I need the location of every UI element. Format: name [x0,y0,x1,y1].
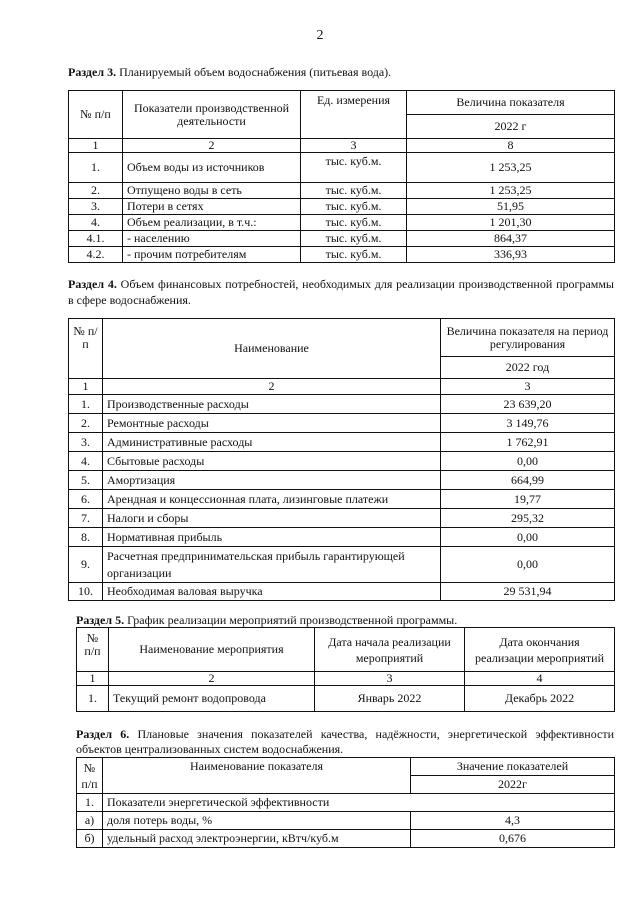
s6-header-num: № п/п [77,758,103,794]
row-number: 1. [69,395,103,414]
s3-index-cell: 8 [407,139,615,153]
row-unit: тыс. куб.м. [301,231,407,247]
s5-header-name: Наименование мероприятия [109,628,315,672]
section-4-table [68,318,615,601]
s6-header-year: 2022г [411,776,615,794]
table-row [77,812,615,830]
row-name: Налоги и сборы [103,509,441,528]
s3-index-cell: 3 [301,139,407,153]
table-row [69,547,615,583]
row-value: 0,00 [441,528,615,547]
row-value: 0,676 [411,830,615,848]
table-row [69,583,615,601]
table-row [69,414,615,433]
section-3-heading [68,64,588,80]
s4-header-num: № п/п [69,319,103,379]
table-row [77,830,615,848]
s5-header-start: Дата начала реализации мероприятий [315,628,465,672]
row-name: доля потерь воды, % [103,812,411,830]
section-3-table [68,90,615,263]
row-name: Отпущено воды в сеть [123,183,301,199]
row-value: 0,00 [441,452,615,471]
section-5-title: График реализации мероприятий производственной программы. [127,613,458,627]
row-end: Декабрь 2022 [465,686,615,712]
row-number: а) [77,812,103,830]
row-value: 1 253,25 [407,153,615,183]
group-name: Показатели энергетической эффективности [103,794,615,812]
table-row [69,215,615,231]
section-6-label: Раздел 6. [76,727,130,741]
row-value: 23 639,20 [441,395,615,414]
row-value: 336,93 [407,247,615,263]
section-6-table [76,757,615,848]
row-name: Потери в сетях [123,199,301,215]
s5-index-cell: 3 [315,672,465,686]
section-5-table [76,627,615,712]
row-name: Ремонтные расходы [103,414,441,433]
row-value: 864,37 [407,231,615,247]
row-number: 3. [69,199,123,215]
row-name: Объем воды из источников [123,153,301,183]
section-4-title: Объем финансовых потребностей, необходимых для реализации производственной программы в сфере водоснабжения. [68,277,614,307]
row-name: Необходимая валовая выручка [103,583,441,601]
row-value: 29 531,94 [441,583,615,601]
s3-header-value: Величина показателя [407,91,615,115]
s4-header-name: Наименование [103,319,441,379]
row-value: 4,3 [411,812,615,830]
s4-header-value: Величина показателя на период регулирования [441,319,615,357]
table-row [69,509,615,528]
row-unit: тыс. куб.м. [301,153,407,183]
row-number: 10. [69,583,103,601]
s5-index-cell: 2 [109,672,315,686]
row-unit: тыс. куб.м. [301,199,407,215]
table-row [69,471,615,490]
row-number: 4. [69,215,123,231]
table-row [69,528,615,547]
row-name: удельный расход электроэнергии, кВтч/куб.м [103,830,411,848]
row-value: 3 149,76 [441,414,615,433]
row-name: Нормативная прибыль [103,528,441,547]
s3-header-num: № п/п [69,91,123,139]
table-row [69,183,615,199]
row-number: 4.1. [69,231,123,247]
row-value: 1 762,91 [441,433,615,452]
row-unit: тыс. куб.м. [301,183,407,199]
section-4-heading [68,276,614,308]
row-number: 6. [69,490,103,509]
row-start: Январь 2022 [315,686,465,712]
row-name: Сбытовые расходы [103,452,441,471]
section-3-title: Планируемый объем водоснабжения (питьевая вода). [119,65,392,79]
row-number: 8. [69,528,103,547]
s3-index-cell: 1 [69,139,123,153]
row-name: Амортизация [103,471,441,490]
table-row [69,433,615,452]
table-row [69,231,615,247]
row-name: Расчетная предпринимательская прибыль гарантирующей организации [103,547,441,583]
table-row [69,452,615,471]
row-value: 0,00 [441,547,615,583]
row-number: 4. [69,452,103,471]
row-number: 2. [69,183,123,199]
row-name: - населению [123,231,301,247]
row-name: Текущий ремонт водопровода [109,686,315,712]
row-number: 2. [69,414,103,433]
section-6-heading [76,727,614,757]
s3-header-year: 2022 г [407,115,615,139]
row-name: Объем реализации, в т.ч.: [123,215,301,231]
section-4-label: Раздел 4. [68,277,117,291]
table-row [69,247,615,263]
row-name: Административные расходы [103,433,441,452]
row-number: 5. [69,471,103,490]
s6-header-name: Наименование показателя [103,758,411,794]
s6-header-value: Значение показателей [411,758,615,776]
section-5-label: Раздел 5. [76,613,125,627]
row-unit: тыс. куб.м. [301,215,407,231]
table-row [69,199,615,215]
row-name: - прочим потребителям [123,247,301,263]
s5-index-cell: 1 [77,672,109,686]
s4-header-year: 2022 год [441,357,615,379]
row-number: 4.2. [69,247,123,263]
page-number: 2 [316,28,324,43]
section-5-heading [76,612,606,628]
table-row [69,395,615,414]
row-value: 295,32 [441,509,615,528]
s3-header-indicator: Показатели производственной деятельности [123,91,301,139]
s3-index-cell: 2 [123,139,301,153]
s5-index-cell: 4 [465,672,615,686]
row-value: 664,99 [441,471,615,490]
row-number: б) [77,830,103,848]
row-unit: тыс. куб.м. [301,247,407,263]
table-row [69,490,615,509]
row-number: 7. [69,509,103,528]
row-name: Производственные расходы [103,395,441,414]
s5-header-end: Дата окончания реализации мероприятий [465,628,615,672]
row-name: Арендная и концессионная плата, лизинговые платежи [103,490,441,509]
row-value: 51,95 [407,199,615,215]
section-3-label: Раздел 3. [68,65,117,79]
s4-index-cell: 1 [69,379,103,395]
row-value: 19,77 [441,490,615,509]
row-value: 1 201,30 [407,215,615,231]
s4-index-cell: 3 [441,379,615,395]
section-6-title: Плановые значения показателей качества, надёжности, энергетической эффективности объектов централизованных систем водоснабжения. [76,727,615,756]
row-number: 1. [69,153,123,183]
table-row [77,686,615,712]
row-number: 1. [77,686,109,712]
row-number: 9. [69,547,103,583]
s4-index-cell: 2 [103,379,441,395]
s3-header-unit: Ед. измерения [301,91,407,139]
table-row [69,153,615,183]
group-number: 1. [77,794,103,812]
row-number: 3. [69,433,103,452]
s5-header-num: № п/п [77,628,109,672]
table-row [77,794,615,812]
row-value: 1 253,25 [407,183,615,199]
